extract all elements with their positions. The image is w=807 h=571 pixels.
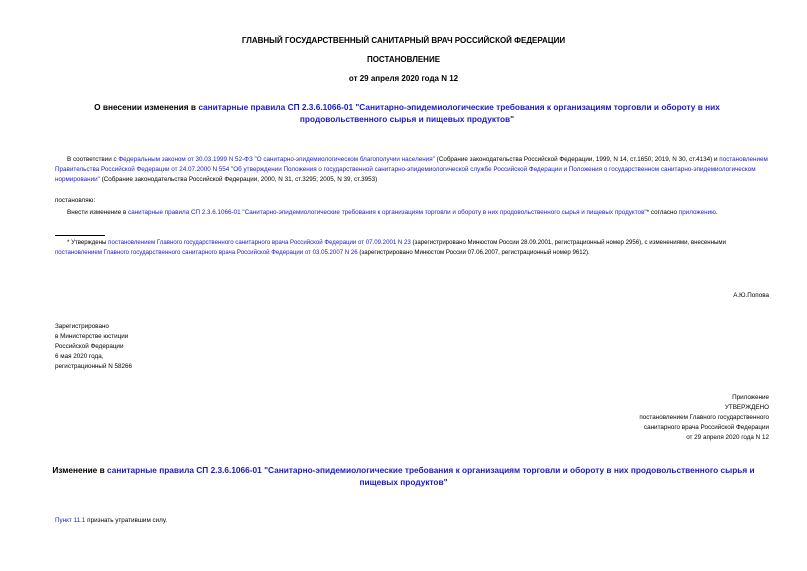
title-link[interactable]: санитарные правила СП 2.3.6.1066-01 "Санитарно-эпидемиологические требования к организациям торговли и обороту в них продовольственного сырья и пищевых продуктов" [198,102,720,124]
appendix-line: санитарного врача Российской Федерации [643,424,769,431]
federal-law-link[interactable]: Федеральным законом от 30.03.1999 N 52-ФЗ "О санитарно-эпидемиологическом благополучии населения" [118,156,435,163]
appendix-line: Приложение [732,394,769,401]
title-prefix: О внесении изменения в [94,102,199,112]
registration-block [55,322,132,372]
footnote-paragraph [55,238,773,258]
footnote-link-2007[interactable]: постановлением Главного государственного санитарного врача Российской Федерации от 03.05.2007 N 26 [55,249,358,256]
document-date-number: от 29 апреля 2020 года N 12 [348,74,459,83]
amendment-paragraph [55,208,773,218]
footnote-link-2001[interactable]: постановлением Главного государственного санитарного врача Российской Федерации от 07.09.2001 N 23 [108,239,411,246]
change-title-prefix: Изменение в [52,465,108,475]
appendix-link[interactable]: приложению [678,209,716,216]
preamble-paragraph [55,155,773,185]
sanitary-rules-link[interactable]: санитарные правила СП 2.3.6.1066-01 "Санитарно-эпидемиологические требования к организациям торговли и обороту в них продовольственного сырья и пищевых продуктов" [128,209,647,216]
amend-text-2: * согласно [646,209,679,216]
appendix-line: от 29 апреля 2020 года N 12 [686,434,769,441]
footnote-text-2: (зарегистрировано Минюстом России 28.09.2001, регистрационный номер 2956), с изменениями, внесенными [410,239,727,246]
registration-line: 6 мая 2020 года, [55,353,104,360]
change-item [55,516,167,526]
amend-text-1: Внести изменение в [67,209,129,216]
government-resolution-link[interactable]: постановлением Правительства Российской Федерации от 24.07.2000 N 554 "Об утверждении Положения о государственной санитарно-эпидемиологической службе Российской Федерации и Положения о государственном санитарно-эпидемиологическом нормировании" [55,156,768,183]
appendix-block [639,393,769,443]
change-title [40,464,767,488]
appendix-line: УТВЕРЖДЕНО [724,404,769,411]
signature: А.Ю.Попова [733,292,769,299]
appendix-line: постановлением Главного государственного [639,414,769,421]
preamble-text-2: (Собрание законодательства Российской Федерации, 1999, N 14, ст.1650; 2019, N 30, ст.4134) и [434,156,720,163]
registration-line: Российской Федерации [55,343,124,350]
preamble-text-3: (Собрание законодательства Российской Федерации, 2000, N 31, ст.3295; 2005, N 39, ст.3953) [99,176,378,183]
document-type: ПОСТАНОВЛЕНИЕ [366,55,441,64]
registration-line: Зарегистрировано [55,323,109,330]
amend-text-3: . [715,209,718,216]
resolves-label: постановляю: [55,197,96,204]
footnote-text-1: * Утверждены [67,239,109,246]
footnote-separator [55,235,105,236]
footnote-text-3: (зарегистрировано Минюстом России 07.06.2007, регистрационный номер 9612). [357,249,590,256]
registration-line: в Министерстве юстиции [55,333,129,340]
item-text: признать утратившим силу. [85,517,168,524]
authority-heading: ГЛАВНЫЙ ГОСУДАРСТВЕННЫЙ САНИТАРНЫЙ ВРАЧ РОССИЙСКОЙ ФЕДЕРАЦИИ [241,36,566,45]
item-link[interactable]: Пункт 11.1 [55,517,86,524]
change-title-link[interactable]: санитарные правила СП 2.3.6.1066-01 "Санитарно-эпидемиологические требования к организациям торговли и обороту в них продовольственного сырья и пищевых продуктов" [107,465,755,487]
document-title [62,101,752,125]
registration-line: регистрационный N 58266 [55,363,133,370]
preamble-text-1: В соответствии с [67,156,119,163]
